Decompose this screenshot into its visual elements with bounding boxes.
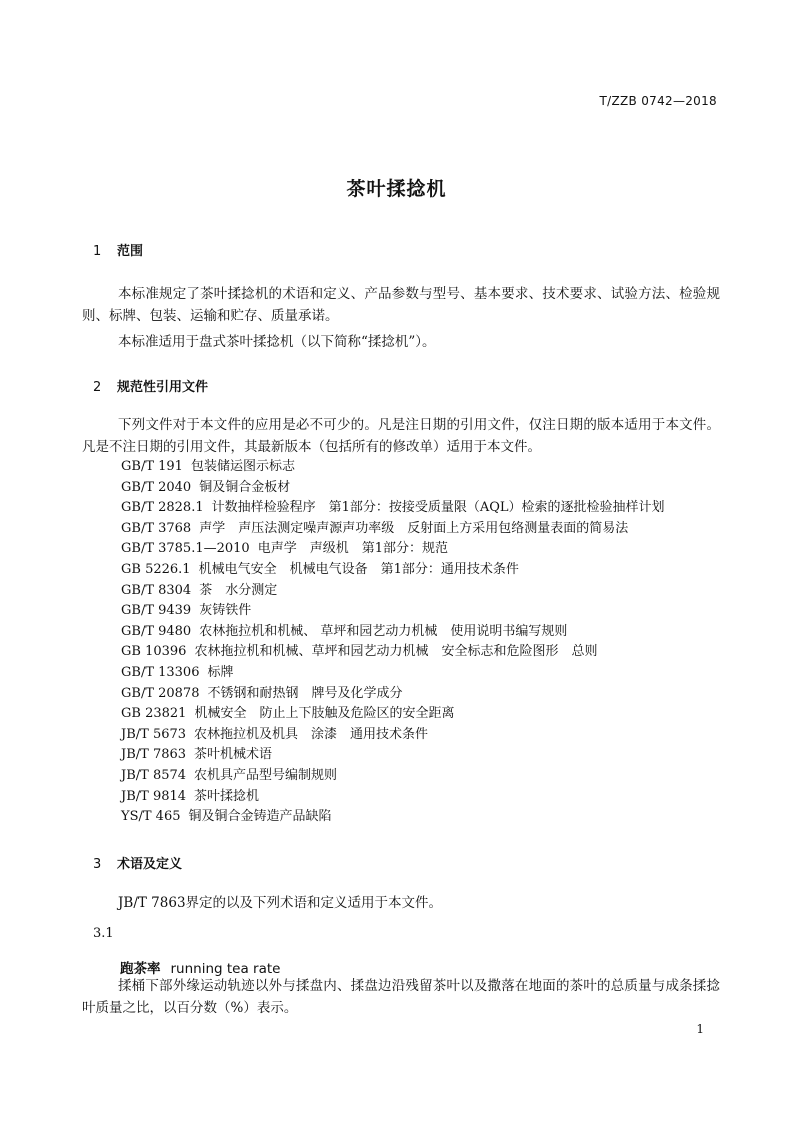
- reference-title: 机械安全 防止上下肢触及危险区的安全距离: [194, 706, 455, 722]
- clause-number: 3.1: [93, 926, 114, 941]
- reference-code: JB/T 8574: [121, 767, 187, 783]
- reference-code: GB/T 2828.1: [121, 500, 204, 516]
- reference-code: JB/T 5673: [121, 726, 187, 742]
- reference-title: 包装储运图示标志: [190, 459, 295, 474]
- reference-title: 茶叶揉捻机: [194, 788, 260, 804]
- reference-code: GB 23821: [121, 706, 187, 722]
- list-item: [121, 560, 665, 581]
- reference-code: JB/T 7863: [121, 747, 187, 763]
- page-number: 1: [696, 1022, 704, 1036]
- list-item: [121, 766, 665, 787]
- reference-title: 灰铸铁件: [199, 603, 252, 619]
- reference-code: GB/T 13306: [121, 664, 200, 680]
- reference-title: 不锈钢和耐热钢 牌号及化学成分: [207, 685, 403, 701]
- document-title: 茶叶揉捻机: [346, 178, 447, 200]
- scope-paragraph-2: 本标准适用于盘式茶叶揉捻机（以下简称“揉捻机”）。: [118, 334, 436, 350]
- list-item: [121, 642, 665, 663]
- term-entry: [120, 957, 280, 977]
- list-item: [121, 622, 665, 643]
- list-item: [121, 457, 665, 478]
- scope-paragraph-1: 本标准规定了茶叶揉捻机的术语和定义、产品参数与型号、基本要求、技术要求、试验方法、检验规则、标牌、包装、运输和贮存、质量承诺。: [82, 286, 720, 324]
- reference-title: 农林拖拉机及机具 涂漆 通用技术条件: [194, 726, 429, 742]
- term-definition: 揉桶下部外缘运动轨迹以外与揉盘内、揉盘边沿残留茶叶以及撒落在地面的茶叶的总质量与成条揉捻叶质量之比，以百分数（%）表示。: [82, 978, 720, 1016]
- section-title: 规范性引用文件: [117, 380, 209, 395]
- reference-title: 标牌: [207, 664, 234, 680]
- list-item: [121, 704, 665, 725]
- list-item: [121, 787, 665, 808]
- reference-title: 农林拖拉机和机械、 草坪和园艺动力机械 使用说明书编写规则: [199, 623, 568, 639]
- list-item: [121, 807, 665, 828]
- reference-code: GB 5226.1: [121, 561, 191, 577]
- list-item: [121, 498, 665, 519]
- list-item: [121, 663, 665, 684]
- section-number: 2: [93, 380, 102, 395]
- standard-number: T/ZZB 0742—2018: [599, 94, 717, 108]
- reference-title: 铜及铜合金铸造产品缺陷: [188, 809, 332, 825]
- term-english: running tea rate: [170, 961, 281, 977]
- reference-title: 计数抽样检验程序 第1部分：按接受质量限（AQL）检索的逐批检验抽样计划: [211, 500, 665, 516]
- reference-list: [121, 457, 665, 828]
- terms-intro: JB/T 7863界定的以及下列术语和定义适用于本文件。: [118, 895, 443, 911]
- reference-title: 茶 水分测定: [199, 582, 278, 598]
- reference-code: GB/T 9439: [121, 603, 192, 619]
- list-item: [121, 725, 665, 746]
- list-item: [121, 601, 665, 622]
- section-number: 3: [93, 857, 102, 872]
- section-heading-terms: [93, 853, 182, 872]
- section-number: 1: [93, 244, 102, 259]
- reference-title: 铜及铜合金板材: [199, 479, 291, 495]
- reference-title: 声学 声压法测定噪声源声功率级 反射面上方采用包络测量表面的简易法: [199, 520, 629, 536]
- reference-code: YS/T 465: [121, 809, 181, 825]
- list-item: [121, 539, 665, 560]
- reference-code: GB/T 8304: [121, 582, 192, 598]
- reference-title: 农林拖拉机和机械、草坪和园艺动力机械 安全标志和危险图形 总则: [194, 644, 598, 660]
- reference-code: GB/T 3768: [121, 520, 192, 536]
- list-item: [121, 745, 665, 766]
- section-heading-references: [93, 376, 208, 395]
- reference-code: GB/T 9480: [121, 623, 192, 639]
- list-item: [121, 478, 665, 499]
- reference-title: 农机具产品型号编制规则: [194, 767, 338, 783]
- reference-title: 电声学 声级机 第1部分：规范: [257, 541, 448, 557]
- section-heading-scope: [93, 240, 143, 259]
- list-item: [121, 581, 665, 602]
- reference-code: GB 10396: [121, 644, 187, 660]
- reference-code: GB/T 20878: [121, 685, 200, 701]
- reference-code: GB/T 2040: [121, 479, 192, 495]
- list-item: [121, 684, 665, 705]
- section-title: 范围: [117, 244, 144, 259]
- reference-title: 茶叶机械术语: [194, 747, 273, 763]
- reference-code: GB/T 191: [121, 459, 183, 474]
- section-title: 术语及定义: [117, 857, 183, 872]
- reference-title: 机械电气安全 机械电气设备 第1部分：通用技术条件: [198, 561, 519, 577]
- reference-code: GB/T 3785.1—2010: [121, 541, 250, 557]
- references-intro: 下列文件对于本文件的应用是必不可少的。凡是注日期的引用文件，仅注日期的版本适用于本文件。凡是不注日期的引用文件，其最新版本（包括所有的修改单）适用于本文件。: [82, 417, 720, 455]
- reference-code: JB/T 9814: [121, 788, 187, 804]
- list-item: [121, 519, 665, 540]
- term-chinese: 跑茶率: [120, 961, 161, 977]
